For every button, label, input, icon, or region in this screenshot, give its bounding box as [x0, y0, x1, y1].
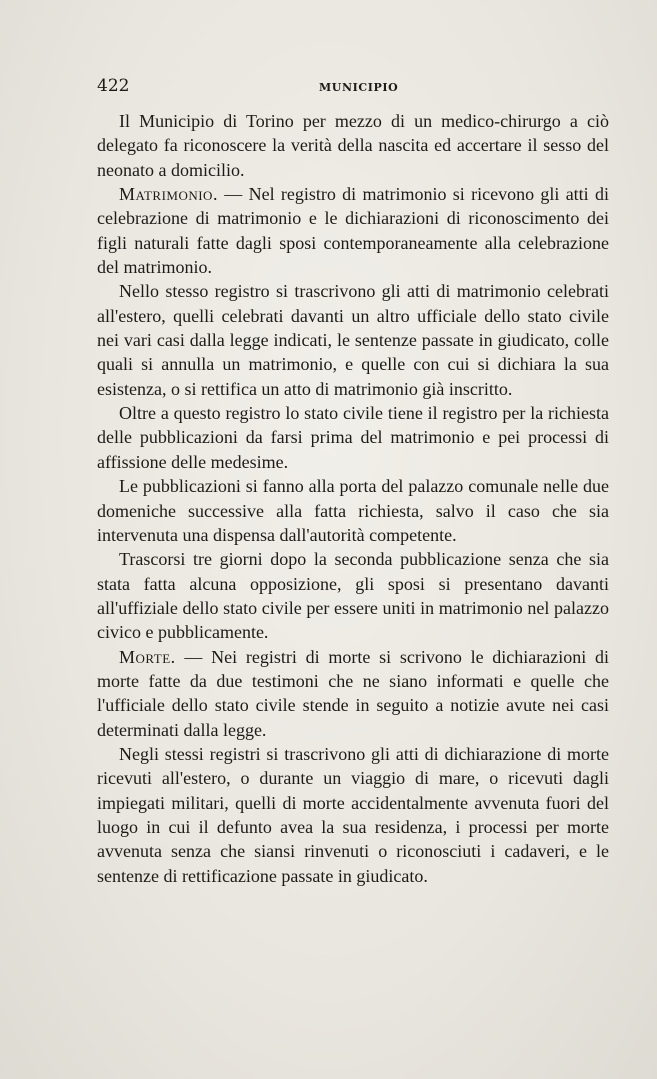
body-text	[97, 109, 609, 888]
paragraph	[97, 547, 609, 644]
paragraph-text: Negli stessi registri si trascrivono gli atti di dichiarazione di morte ricevuti all'estero, o durante un viaggio di mare, o ricevuti dagli impiegati militari, quelli di morte accidentalmente avvenuta fuori del luogo in cui il defunto avea la sua residenza, i processi per morte avvenuta senza che siansi rinvenuti o riconosciuti i cadaveri, e le sentenze di rettificazione passate in giudicato.	[97, 743, 609, 886]
section-lead-morte: Morte.	[119, 646, 176, 667]
paragraph	[97, 401, 609, 474]
paragraph-text: — Nel registro di matrimonio si ricevono gli atti di celebrazione di matrimonio e le dichiarazioni di riconoscimento dei figli naturali fatte dagli sposi contemporaneamente alla celebrazione del matrimonio.	[97, 184, 609, 278]
paragraph	[97, 474, 609, 547]
paragraph-text: Nello stesso registro si trascrivono gli atti di matrimonio celebrati all'estero, quelli celebrati davanti un altro ufficiale dello stato civile nei vari casi dalla legge indicati, le sentenze passate in giudicato, colle quali si annulla un matrimonio, e quelle con cui si dichiara la sua esistenza, o si rettifica un atto di matrimonio già inscritto.	[97, 281, 609, 399]
paragraph-text: Il Municipio di Torino per mezzo di un medico-chirurgo a ciò delegato fa riconoscere la verità della nascita ed accertare il sesso del neonato a domicilio.	[97, 111, 609, 180]
paragraph-text: — Nei registri di morte si scrivono le dichiarazioni di morte fatte da due testimoni che ne siano informati e quelle che l'ufficiale dello stato civile stende in seguito a notizie avute nei casi determinati dalla legge.	[97, 646, 609, 740]
paragraph	[97, 742, 609, 888]
paragraph-text: Le pubblicazioni si fanno alla porta del palazzo comunale nelle due domeniche successive alla fatta richiesta, salvo il caso che sia intervenuta una dispensa dall'autorità competente.	[97, 476, 609, 545]
paragraph	[97, 182, 609, 279]
paragraph-text: Trascorsi tre giorni dopo la seconda pubblicazione senza che sia stata fatta alcuna opposizione, gli sposi si presentano davanti all'uffiziale dello stato civile per essere uniti in matrimonio nel palazzo civico e pubblicamente.	[97, 549, 609, 643]
running-head: MUNICIPIO	[319, 81, 399, 94]
paragraph-text: Oltre a questo registro lo stato civile tiene il registro per la richiesta delle pubblicazioni da farsi prima del matrimonio e pei processi di affissione delle medesime.	[97, 403, 609, 472]
page-number: 422	[97, 76, 130, 96]
paragraph	[97, 645, 609, 742]
paragraph	[97, 279, 609, 401]
section-lead-matrimonio: Matrimonio.	[119, 184, 218, 205]
paragraph	[97, 109, 609, 182]
